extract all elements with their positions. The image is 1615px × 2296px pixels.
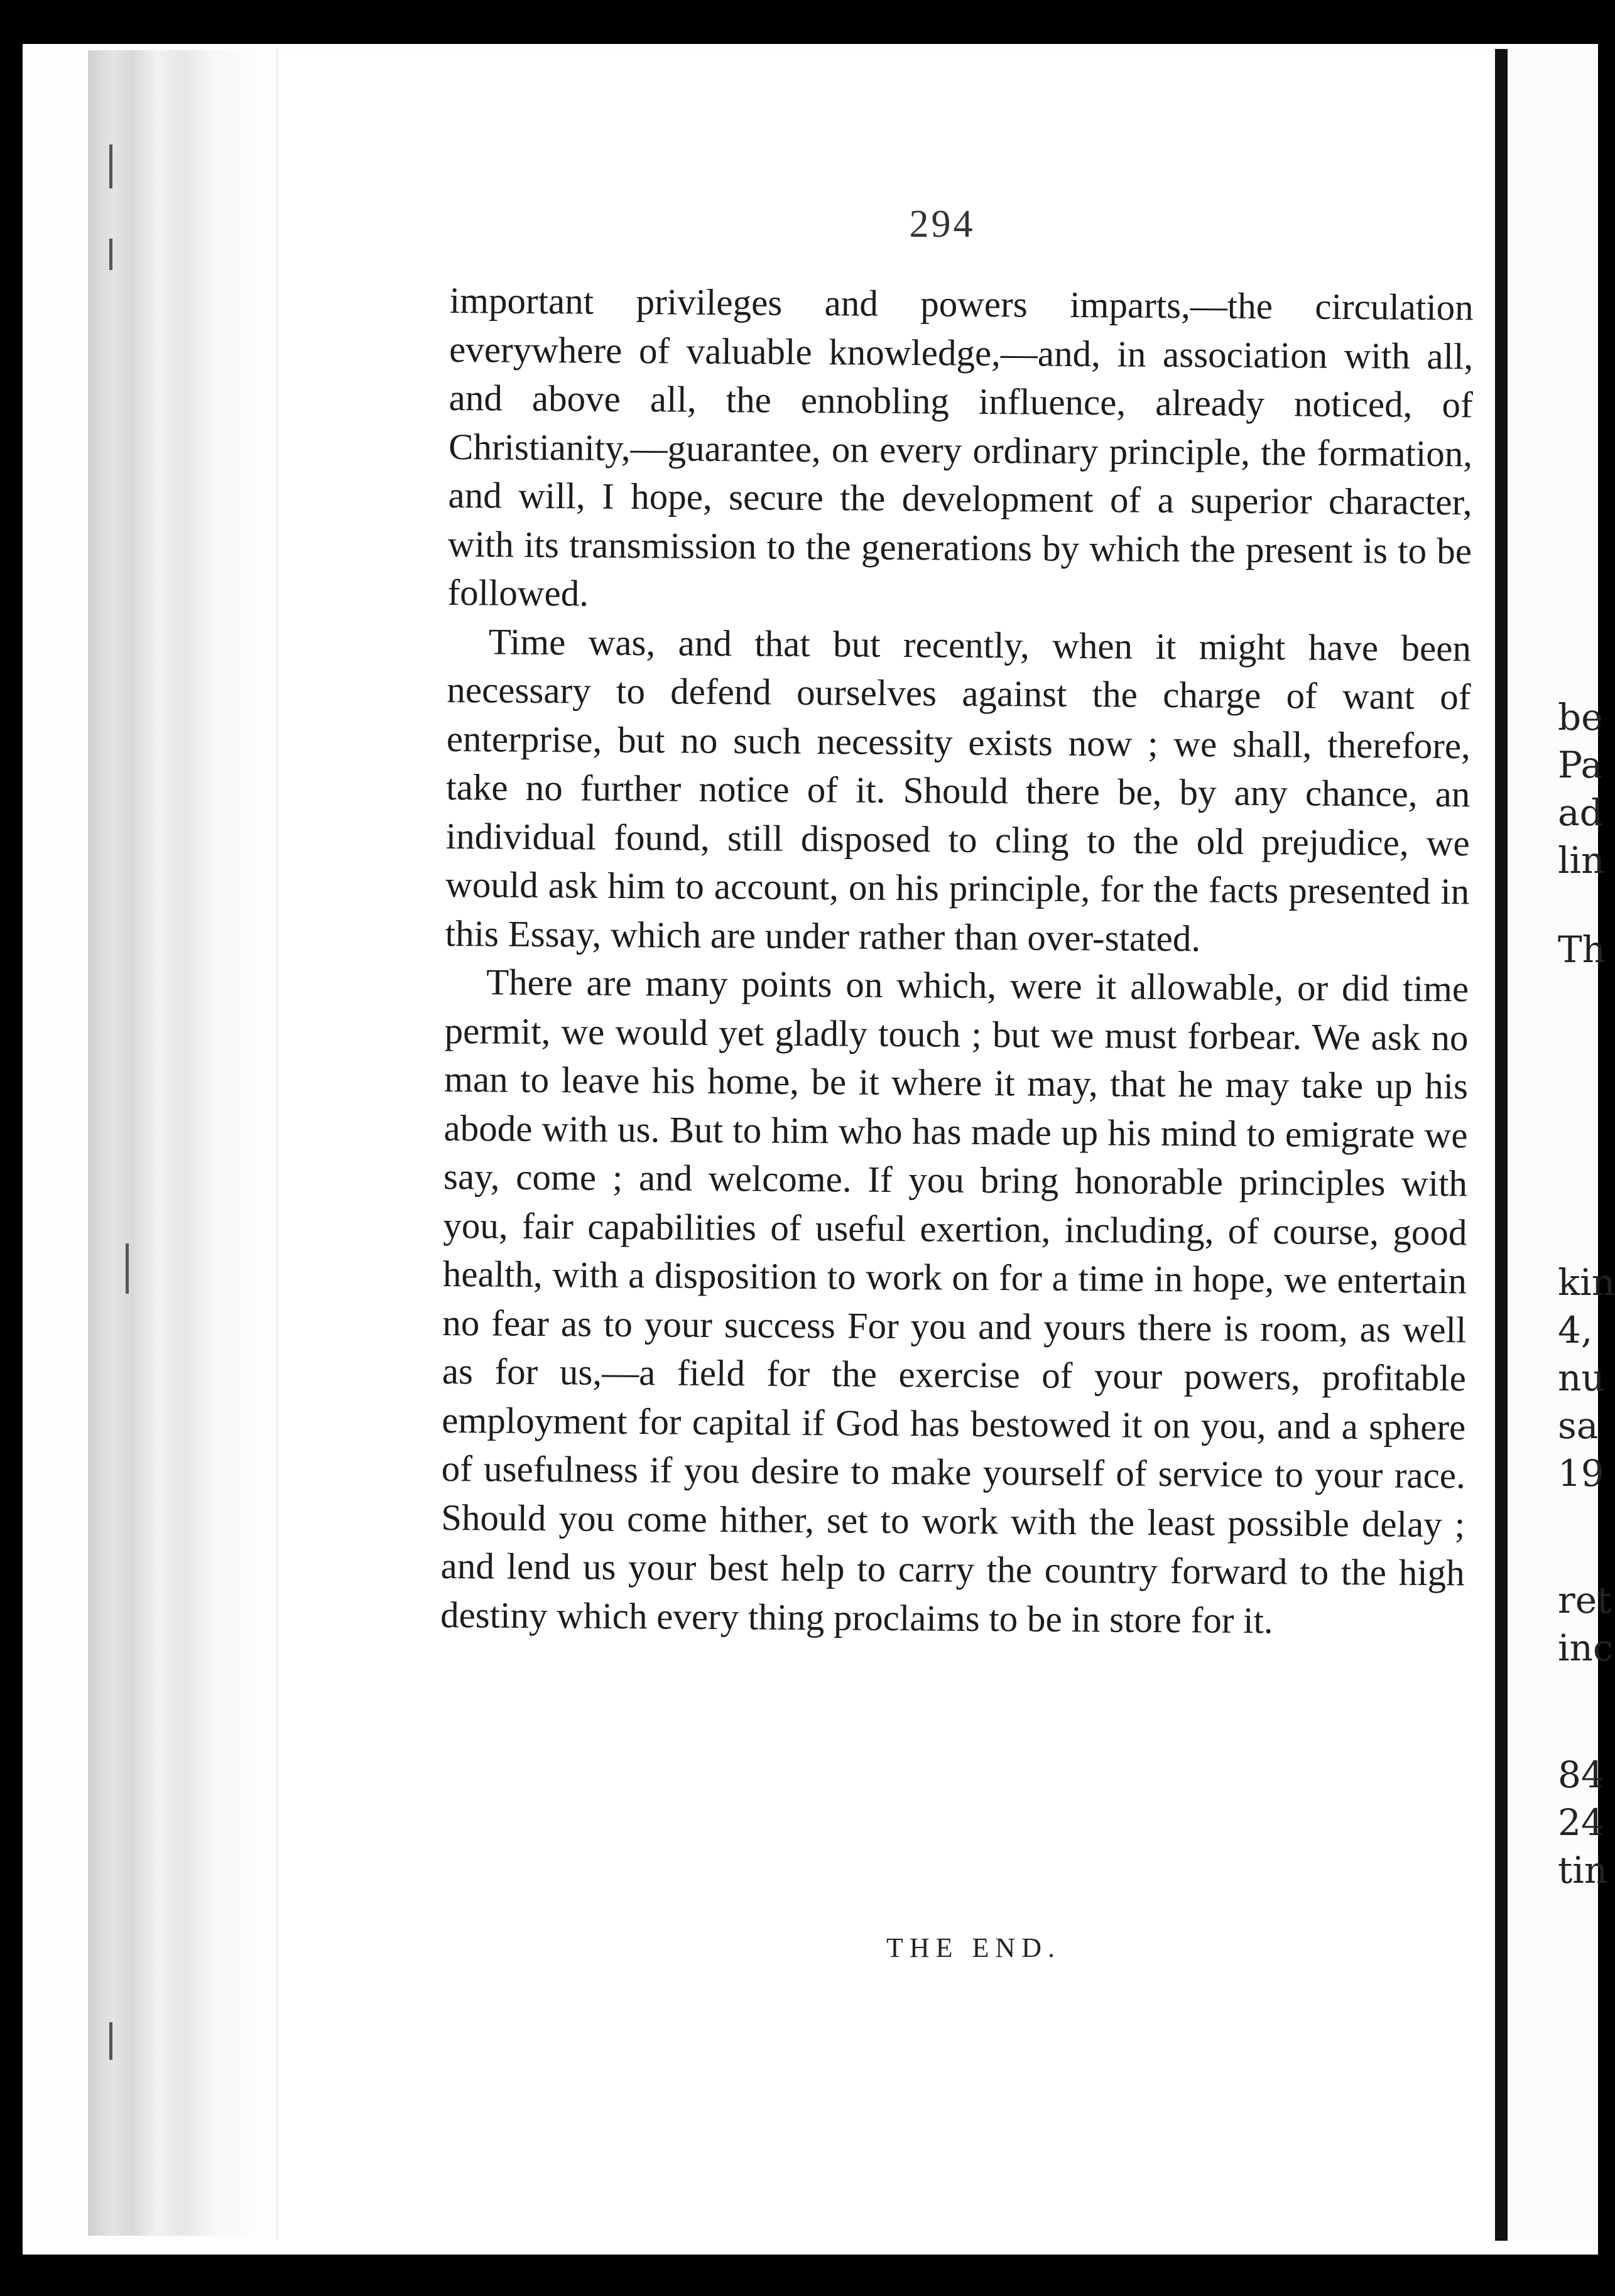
paragraph: Time was, and that but recently, when it might have been necessary to defend ourselves against the charge of want of enterprise, but no such necessity exists now ; we shall, therefore, take no further notice of it. Should there be, by any chance, an individual found, still disposed to cling to the old prejudice, we would ask him to account, on his principle, for the facts presented in this Essay, which are under rather than over-stated. — [445, 620, 1472, 959]
closing-text: THE END. — [886, 1932, 1061, 1963]
adjacent-page-fragment: nu — [1558, 1356, 1605, 1399]
page-edge-stack — [88, 50, 276, 2236]
adjacent-page-fragment: inc — [1558, 1627, 1614, 1669]
adjacent-page-fragment: 4, — [1558, 1309, 1593, 1351]
adjacent-page-fragment: kin — [1558, 1261, 1615, 1304]
adjacent-page — [1508, 49, 1615, 2241]
page-number: 294 — [909, 203, 976, 246]
adjacent-page-fragment: tin — [1558, 1849, 1608, 1892]
adjacent-page-fragment: ret — [1558, 1579, 1612, 1622]
adjacent-page-fragment: lin — [1558, 839, 1605, 882]
paragraph: There are many points on which, were it allowable, or did time permit, we would yet gladly touch ; but we must forbear. We ask no man to leave his home, be it where it may, that he may take up his abode with us. But to him who has made up his mind to emigrate we say, come ; and welcome. If you bring honorable principles with you, fair capabilities of useful exertion, including, of course, good health, with a disposition to work on for a time in hope, we entertain no fear as to your success For you and yours there is room, as well as for us,—a field for the exercise of your powers, profitable employment for capital if God has bestowed it on you, and a sphere of usefulness if you desire to make yourself of service to your race. Should you come hither, set to work with the least possible delay ; and lend us your best help to carry the country forward to the high destiny which every thing proclaims to be in store for it. — [440, 961, 1469, 1641]
adjacent-page-fragment: Th — [1558, 928, 1606, 971]
edge-mark — [109, 239, 112, 270]
page-body — [440, 276, 1474, 1646]
edge-mark — [109, 144, 112, 188]
edge-mark — [126, 1243, 129, 1294]
adjacent-page-fragment: be — [1558, 696, 1603, 739]
paragraph: important privileges and powers imparts,—the circulation everywhere of valuable knowledge,—and, in association with all, and above all, the ennobling influence, already noticed, of Christianity,—guarantee, on every ordinary principle, the formation, and will, I hope, secure the development of a superior character, with its transmission to the generations by which the present is to be followed. — [447, 279, 1474, 614]
book-gutter — [1495, 49, 1508, 2241]
adjacent-page-fragment: 24 — [1558, 1801, 1604, 1844]
adjacent-page-fragment: Pa — [1558, 744, 1602, 786]
adjacent-page-fragment: ad — [1558, 791, 1603, 834]
adjacent-page-fragment: 19 — [1558, 1452, 1604, 1495]
edge-mark — [109, 2022, 112, 2060]
adjacent-page-fragment: sa — [1558, 1404, 1599, 1447]
adjacent-page-fragment: 84 — [1558, 1753, 1604, 1796]
